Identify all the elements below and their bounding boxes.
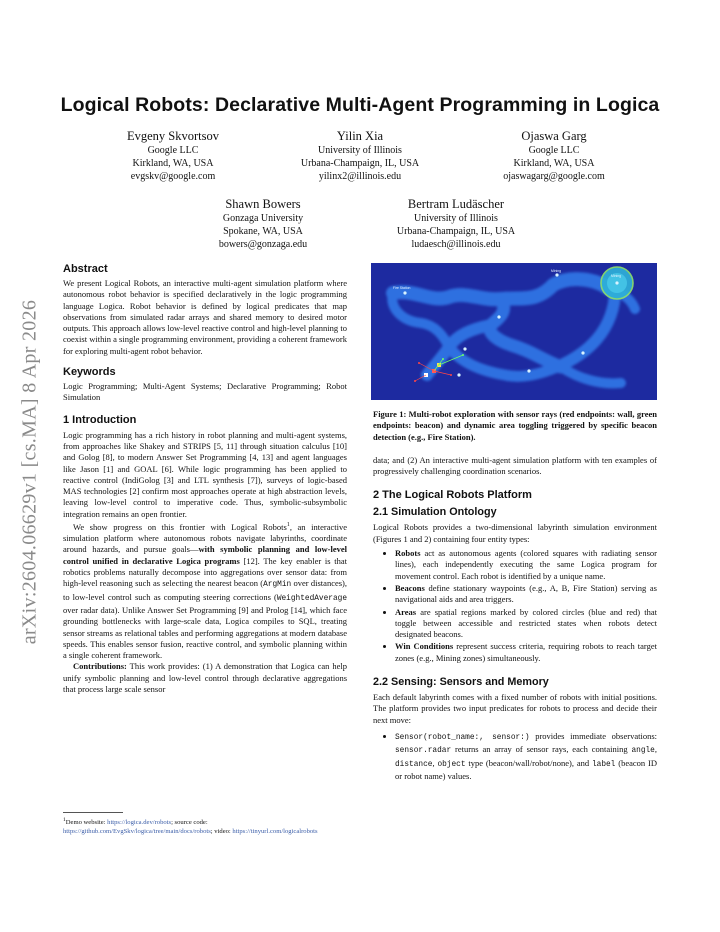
intro-p2-text: over distances), to low-level control such as computing steering corrections ( xyxy=(63,578,347,602)
abstract-text: We present Logical Robots, an interactive multi-agent simulation platform where autonomous robot behavior is specified declaratively in the logic programming language Logica. Robot behavior is defined by logical predicates that map observations from simulated radar arrays and shared memory to desired motor outputs. This approach allows low-level reactive control and high-level planning to coexist within a single programming environment, providing a coherent framework for exploring multi-agent robot behavior. xyxy=(63,278,347,356)
author-location: Kirkland, WA, USA xyxy=(132,158,214,169)
author-block xyxy=(280,128,440,183)
keywords-text: Logic Programming; Multi-Agent Systems; Declarative Programming; Robot Simulation xyxy=(63,381,347,403)
author-email: ludaesch@illinois.edu xyxy=(411,239,501,250)
beacon xyxy=(403,291,406,294)
author-location: Urbana-Champaign, IL, USA xyxy=(300,158,420,169)
ontology-item xyxy=(395,641,657,664)
ontology-item xyxy=(395,548,657,582)
contributions-text: This work provides: (1) A demonstration that Logica can help unify symbolic planning and low-level control through declarative aggregations that process large scale sensor xyxy=(63,661,347,695)
author-affiliation: Google LLC xyxy=(147,145,199,156)
author-affiliation: Gonzaga University xyxy=(222,213,304,224)
intro-p2-text: [12]. The key enabler is that robotics problems naturally decompose into aggregations over sensor data: from high-level reasoning such as selecting the nearest beacon ( xyxy=(63,555,348,589)
keywords-heading: Keywords xyxy=(63,366,116,379)
sensor-text: returns an array of sensor rays, each containing xyxy=(451,744,632,755)
footnote-text: ; source code: xyxy=(171,819,208,827)
sensor-list xyxy=(373,731,657,782)
figure-1-simulation xyxy=(371,263,657,400)
intro-paragraph-1: Logic programming has a rich history in robot planning and multi-agent systems, from approaches like Shakey and STRIPS [5, 11] through situation calculus [10] and Golog [8], to modern Answer Set Programming [4, 13] and agent languages like Jason [1] and GOAL [6]. While logic programming has been applied to reactive control (IndiGolog [3] and LTL synthesis [7]), surveys of logic-based MAS technologies [2] confirm most approaches operate at high abstraction levels, leaving low-level control to imperative code. Thus, symbolic-subsymbolic integration remains an open frontier. xyxy=(63,429,347,519)
introduction-heading: 1 Introduction xyxy=(63,413,137,426)
sensor-text: , xyxy=(654,744,657,755)
author-name: Shawn Bowers xyxy=(225,197,301,211)
ontology-text: act as autonomous agents (colored squares with radiating sensor lines), each independently executing the same Logica program for movement control. Each robot is identified by a unique name. xyxy=(395,548,657,581)
author-email: yilinx2@illinois.edu xyxy=(318,171,402,182)
beacon xyxy=(463,347,466,350)
footnote xyxy=(63,816,347,836)
beacon xyxy=(555,273,558,276)
author-name: Ojaswa Garg xyxy=(521,129,587,143)
sensor-text: provides immediate observations: xyxy=(529,730,657,741)
ontology-term: Robots xyxy=(395,548,421,559)
author-block xyxy=(93,128,253,183)
code-distance: distance xyxy=(395,760,433,769)
ontology-text: are spatial regions marked by colored circles (blue and red) that toggle between accessible and restricted states when robots detect designated beacons. xyxy=(395,606,657,640)
author-affiliation: Google LLC xyxy=(528,145,580,156)
author-block xyxy=(376,196,536,251)
introduction-body xyxy=(63,430,347,696)
code-sensor-predicate: Sensor(robot_name:, sensor:) xyxy=(395,733,530,742)
author-email: evgskv@google.com xyxy=(130,171,216,182)
contributions-continued: data; and (2) An interactive multi-agent simulation platform with ten examples of progressively challenging coordination scenarios. xyxy=(373,454,657,477)
beacon xyxy=(615,281,618,284)
author-block xyxy=(474,128,634,183)
contributions-label: Contributions: xyxy=(73,661,127,672)
section-2-2-heading: 2.2 Sensing: Sensors and Memory xyxy=(373,676,549,689)
intro-p2-text: , an interactive simulation platform where autonomous robots navigate labyrinths, coordinate around hazards, and pursue goals— xyxy=(63,521,347,555)
author-email: bowers@gonzaga.edu xyxy=(218,239,308,250)
arxiv-id-text: arXiv:2604.06629v1 [cs.MA] 8 Apr 2026 xyxy=(18,299,41,645)
right-column xyxy=(373,409,657,783)
author-location: Kirkland, WA, USA xyxy=(513,158,595,169)
author-name: Bertram Ludäscher xyxy=(407,197,505,211)
sensor-text: type (beacon/wall/robot/none), and xyxy=(465,757,592,768)
source-code-link[interactable]: https://github.com/EvgSkv/logica/tree/main/docs/robots xyxy=(63,827,211,835)
footnote-rule xyxy=(63,812,123,813)
beacon-label: Mining xyxy=(611,274,621,278)
footnote-text: Demo website: xyxy=(65,819,108,827)
beacon-label: Mining xyxy=(551,269,561,273)
intro-p2-text: over radar data). Unlike Answer Set Programming [9] and Prolog [14], which face grounding bottlenecks with large-scale data, Logica compiles to SQL, treating sensor streams as relational tables and performing aggregations at modern database speeds. This enables sensor fusion, reactive control, and symbolic planning within a single coherent framework. xyxy=(63,604,347,661)
ontology-term: Areas xyxy=(395,606,417,617)
beacon-label: Fire Station xyxy=(393,286,411,290)
code-object: object xyxy=(437,760,466,769)
demo-website-link[interactable]: https://logica.dev/robots xyxy=(107,819,172,827)
sensor-text: , xyxy=(432,757,438,768)
sensor-item xyxy=(395,731,657,782)
ontology-term: Win Conditions xyxy=(395,641,454,652)
ontology-text: define stationary waypoints (e.g., A, B, Fire Station) serving as navigational aids and area triggers. xyxy=(395,582,657,605)
beacon xyxy=(497,315,500,318)
intro-p2-text: We show progress on this frontier with Logical Robots xyxy=(73,521,287,532)
sensor-text: (beacon ID or robot name) values. xyxy=(395,757,657,781)
author-name: Yilin Xia xyxy=(336,129,384,143)
author-location: Urbana-Champaign, IL, USA xyxy=(396,226,516,237)
ontology-term: Beacons xyxy=(395,582,425,593)
beacon xyxy=(581,351,584,354)
code-sensor-radar: sensor.radar xyxy=(395,747,452,756)
beacon xyxy=(457,373,460,376)
intro-emphasis: with symbolic planning and low-level control unified in declarative Logica programs xyxy=(63,544,348,566)
ontology-text: represent success criteria, requiring robots to reach target zones (e.g., Mining zones) simultaneously. xyxy=(395,641,657,663)
video-link[interactable]: https://tinyurl.com/logicalrobots xyxy=(232,827,318,835)
left-column xyxy=(63,263,347,695)
footnote-mark: 1 xyxy=(63,817,66,823)
code-label: label xyxy=(591,760,616,769)
contributions-paragraph xyxy=(63,661,347,695)
abstract-heading: Abstract xyxy=(63,263,108,275)
beacon xyxy=(527,369,530,372)
author-block xyxy=(183,196,343,251)
section-2-heading: 2 The Logical Robots Platform xyxy=(373,489,532,502)
labyrinth-svg xyxy=(371,263,657,400)
author-affiliation: University of Illinois xyxy=(414,213,498,224)
code-argmin: ArgMin xyxy=(263,581,292,590)
section-2-1-heading: 2.1 Simulation Ontology xyxy=(373,506,497,519)
ontology-list xyxy=(373,548,657,664)
arxiv-identifier xyxy=(10,262,50,682)
ontology-item xyxy=(395,583,657,606)
author-affiliation: University of Illinois xyxy=(318,145,402,156)
paper-title: Logical Robots: Declarative Multi-Agent Programming in Logica xyxy=(60,94,660,116)
figure-1-caption: Figure 1: Multi-robot exploration with sensor rays (red endpoints: wall, green endpoints: beacon) and dynamic area toggling triggered by specific beacon detection (e.g., Fire Station). xyxy=(373,409,657,442)
section-2-2-intro: Each default labyrinth comes with a fixed number of robots with initial positions. The platform provides two input predicates for robots to process and decide their next move: xyxy=(373,692,657,725)
footnote-ref: 1 xyxy=(286,522,290,529)
author-name: Evgeny Skvortsov xyxy=(126,129,219,143)
footnote-text: ; video: xyxy=(210,827,233,835)
author-location: Spokane, WA, USA xyxy=(223,226,303,237)
code-weighted-average: WeightedAverage xyxy=(276,594,347,603)
intro-paragraph-2 xyxy=(63,520,347,661)
code-angle: angle xyxy=(631,747,655,756)
author-email: ojaswagarg@google.com xyxy=(503,171,605,182)
ontology-item xyxy=(395,607,657,641)
section-2-1-intro: Logical Robots provides a two-dimensional labyrinth simulation environment (Figures 1 and 2) containing four entity types: xyxy=(373,522,657,544)
